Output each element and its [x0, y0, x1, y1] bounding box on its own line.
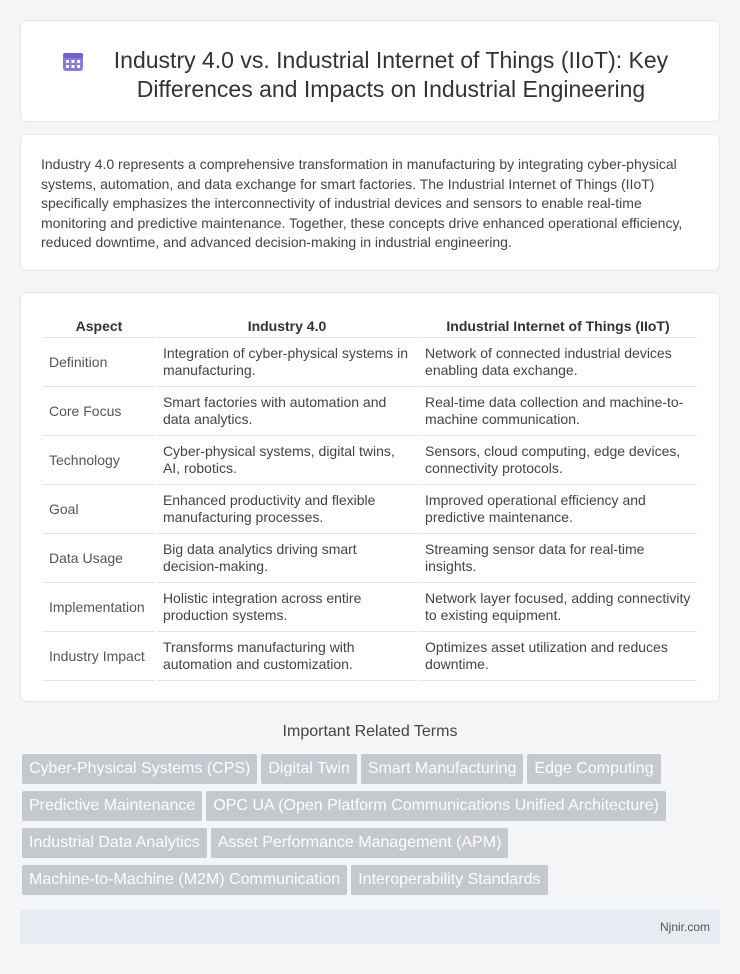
row-industry40: Enhanced productivity and flexible manufacturing processes. [157, 485, 417, 534]
table-row [43, 436, 697, 485]
term-chip[interactable]: Smart Manufacturing [361, 754, 524, 784]
row-iiot: Optimizes asset utilization and reduces downtime. [419, 632, 697, 681]
row-industry40: Cyber-physical systems, digital twins, AI, robotics. [157, 436, 417, 485]
row-industry40: Big data analytics driving smart decision-making. [157, 534, 417, 583]
term-chip[interactable]: Edge Computing [527, 754, 660, 784]
row-aspect: Technology [43, 436, 155, 485]
table-row [43, 534, 697, 583]
row-aspect: Core Focus [43, 387, 155, 436]
term-chip[interactable]: Machine-to-Machine (M2M) Communication [22, 865, 347, 895]
comparison-card [20, 292, 720, 702]
term-chip[interactable]: Cyber-Physical Systems (CPS) [22, 754, 257, 784]
header-industry40: Industry 4.0 [157, 315, 417, 338]
intro-paragraph: Industry 4.0 represents a comprehensive transformation in manufacturing by integrating cyber-physical systems, automation, and data exchange for smart factories. The Industrial Internet of Things (IIoT) specifically emphasizes the interconnectivity of industrial devices and sensors to enable real-time monitoring and predictive maintenance. Together, these concepts drive enhanced operational efficiency, reduced downtime, and advanced decision-making in industrial engineering. [41, 156, 683, 250]
row-aspect: Definition [43, 338, 155, 387]
header-aspect: Aspect [43, 315, 155, 338]
table-row [43, 583, 697, 632]
table-row [43, 485, 697, 534]
term-chip[interactable]: Predictive Maintenance [22, 791, 202, 821]
row-industry40: Holistic integration across entire production systems. [157, 583, 417, 632]
row-iiot: Streaming sensor data for real-time insights. [419, 534, 697, 583]
row-industry40: Integration of cyber-physical systems in manufacturing. [157, 338, 417, 387]
row-iiot: Sensors, cloud computing, edge devices, connectivity protocols. [419, 436, 697, 485]
row-aspect: Data Usage [43, 534, 155, 583]
table-row [43, 338, 697, 387]
page-title: Industry 4.0 vs. Industrial Internet of Things (IIoT): Key Differences and Impacts on Industrial Engineering [113, 47, 669, 102]
table-row [43, 632, 697, 681]
intro-card [20, 134, 720, 271]
row-industry40: Smart factories with automation and data analytics. [157, 387, 417, 436]
row-aspect: Goal [43, 485, 155, 534]
related-terms-list [22, 754, 722, 902]
row-aspect: Industry Impact [43, 632, 155, 681]
term-chip[interactable]: Asset Performance Management (APM) [211, 828, 509, 858]
term-chip[interactable]: Industrial Data Analytics [22, 828, 207, 858]
comparison-table [41, 315, 699, 681]
table-header-row [43, 315, 697, 338]
term-chip[interactable]: Digital Twin [261, 754, 357, 784]
related-terms-title: Important Related Terms [282, 723, 458, 740]
row-iiot: Network layer focused, adding connectivity to existing equipment. [419, 583, 697, 632]
header-iiot: Industrial Internet of Things (IIoT) [419, 315, 697, 338]
footer [20, 910, 720, 944]
row-iiot: Real-time data collection and machine-to-machine communication. [419, 387, 697, 436]
row-industry40: Transforms manufacturing with automation and customization. [157, 632, 417, 681]
table-row [43, 387, 697, 436]
row-iiot: Improved operational efficiency and predictive maintenance. [419, 485, 697, 534]
term-chip[interactable]: Interoperability Standards [351, 865, 547, 895]
row-iiot: Network of connected industrial devices enabling data exchange. [419, 338, 697, 387]
term-chip[interactable]: OPC UA (Open Platform Communications Unified Architecture) [206, 791, 666, 821]
row-aspect: Implementation [43, 583, 155, 632]
footer-site[interactable]: Njnir.com [659, 920, 710, 934]
title-card [20, 20, 720, 122]
